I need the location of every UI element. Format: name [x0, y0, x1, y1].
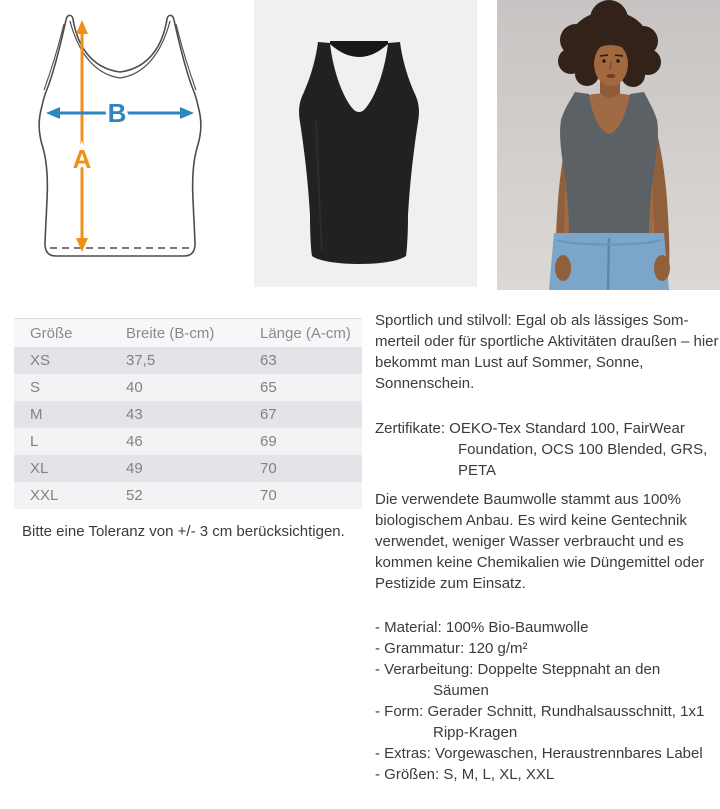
- width-cell: 43: [110, 401, 244, 428]
- tank-outline: [39, 15, 201, 256]
- width-cell: 52: [110, 482, 244, 509]
- table-row: [14, 347, 362, 374]
- length-cell: 65: [244, 374, 362, 401]
- length-cell: 67: [244, 401, 362, 428]
- width-cell: 37,5: [110, 347, 244, 374]
- feature-item-material: - Material: 100% Bio-Baumwolle: [375, 619, 589, 636]
- size-cell: M: [14, 401, 110, 428]
- cotton-paragraph: Die verwendete Baumwolle stammt aus 100% biologischem Anbau. Es wird keine Gentechnik verwendet, weniger Wasser verbraucht und es kommen keine Chemikalien wie Düngemittel oder Pestizide zum Einsatz.: [375, 491, 705, 592]
- feature-item-grammatur: - Grammatur: 120 g/m²: [375, 640, 528, 657]
- model-wearing-tank-image: [497, 0, 720, 290]
- feature-item-form: - Form: Gerader Schnitt, Rundhalsausschnitt, 1x1 Ripp-Kragen: [375, 703, 705, 741]
- size-measurement-diagram: [20, 0, 240, 280]
- product-photo-model: [497, 0, 720, 290]
- table-row: [14, 482, 362, 509]
- feature-item-extras: - Extras: Vorgewaschen, Heraustrennbares Label: [375, 745, 703, 762]
- feature-item-groessen: - Größen: S, M, L, XL, XXL: [375, 766, 555, 783]
- certificates-paragraph: Zertifikate: OEKO-Tex Standard 100, FairWear Foundation, OCS 100 Blended, GRS, PETA: [375, 420, 708, 479]
- tank-top-measurement-drawing: [20, 0, 240, 280]
- table-row: [14, 401, 362, 428]
- black-tank-top-image: [254, 0, 477, 287]
- width-cell: 46: [110, 428, 244, 455]
- table-row: [14, 455, 362, 482]
- width-cell: 49: [110, 455, 244, 482]
- measure-label-b: B: [107, 98, 127, 128]
- intro-paragraph: Sportlich und stilvoll: Egal ob als lässiges Sommerteil oder für sportliche Aktivitäten draußen – hier bekommt man Lust auf Sommer, Sonne, Sonnenschein.: [375, 312, 719, 392]
- length-cell: 69: [244, 428, 362, 455]
- product-details-text: [375, 310, 719, 785]
- width-cell: 40: [110, 374, 244, 401]
- size-cell: XS: [14, 347, 110, 374]
- size-table-header-row: [14, 319, 362, 348]
- length-cell: 70: [244, 482, 362, 509]
- feature-item-verarbeitung: - Verarbeitung: Doppelte Steppnaht an den Säumen: [375, 661, 661, 699]
- table-row: [14, 374, 362, 401]
- tolerance-note: Bitte eine Toleranz von +/- 3 cm berücksichtigen.: [22, 523, 345, 540]
- size-table: [14, 318, 362, 509]
- table-row: [14, 428, 362, 455]
- size-cell: XL: [14, 455, 110, 482]
- length-cell: 63: [244, 347, 362, 374]
- feature-list: [375, 617, 719, 785]
- size-cell: L: [14, 428, 110, 455]
- column-header-length: Länge (A-cm): [244, 319, 362, 348]
- measure-label-a: A: [72, 144, 92, 174]
- size-cell: S: [14, 374, 110, 401]
- column-header-size: Größe: [14, 319, 110, 348]
- product-photo-flat: [254, 0, 477, 287]
- size-table-header: [14, 319, 362, 348]
- size-cell: XXL: [14, 482, 110, 509]
- length-cell: 70: [244, 455, 362, 482]
- column-header-width: Breite (B-cm): [110, 319, 244, 348]
